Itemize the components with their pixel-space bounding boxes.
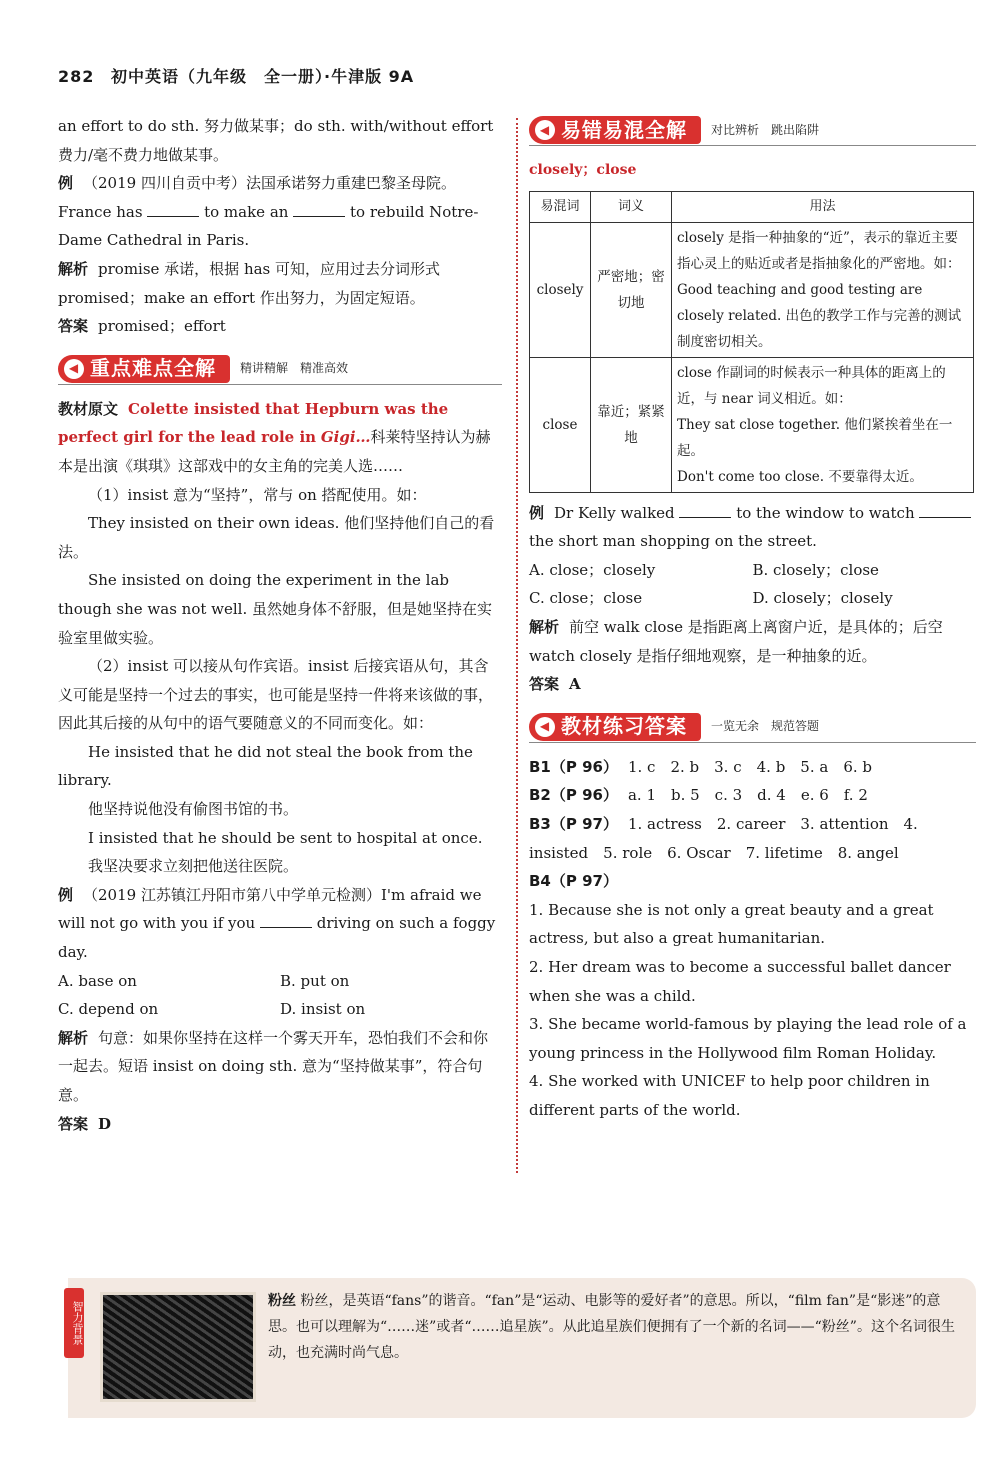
analysis-label: 解析 [58, 1028, 89, 1047]
exercise-label: B1（P 96） [529, 757, 618, 776]
example-label: 例 [58, 885, 74, 904]
options-row [58, 995, 502, 1024]
option-b[interactable]: B. closely；close [752, 560, 879, 579]
answer [58, 1110, 502, 1139]
table-cell-meaning: 严密地；密切地 [591, 222, 672, 357]
page-header [58, 64, 424, 87]
point-2: （2）insist 可以接从句作宾语。insist 后接宾语从句，其含义可能是坚持一个过去的事实，也可能是坚持一件将来该做的事，因此其后接的从句中的语气要随意义的不同而变化。如： [58, 657, 494, 733]
column-header: 易混词 [530, 191, 591, 222]
exercise-answers: a. 1 b. 5 c. 3 d. 4 e. 6 f. 2 [627, 786, 868, 805]
usage-example: Don't come too close. 不要靠得太近。 [677, 468, 923, 485]
question-text: to rebuild Notre-Dame Cathedral in Paris. [58, 202, 479, 250]
point-2-example-en: He insisted that he did not steal the book from the library. [58, 742, 473, 790]
option-c[interactable]: C. depend on [58, 1000, 159, 1019]
question-text: to make an [204, 202, 289, 221]
b4-answer: 1. Because she is not only a great beauty and a great actress, but also a great humanitarian. [529, 900, 934, 948]
table-row [530, 222, 974, 357]
option-c[interactable]: C. close；close [529, 589, 643, 608]
original-english-title: Gigi… [320, 428, 371, 447]
example-2 [58, 881, 502, 967]
b4-answer: 4. She worked with UNICEF to help poor children in different parts of the world. [529, 1072, 930, 1119]
answer-text: A [569, 675, 581, 694]
analysis [58, 255, 502, 312]
analysis [529, 613, 976, 670]
section-banner-key-points [58, 351, 502, 387]
exercise-answers: 1. actress 2. career 3. attention 4. insisted 5. role 6. Oscar 7. lifetime 8. angel [529, 814, 918, 862]
question-text: the short man shopping on the street. [529, 532, 817, 551]
column-header: 词义 [591, 191, 672, 222]
answer-label: 答案 [529, 675, 560, 694]
option-d[interactable]: D. insist on [280, 1000, 366, 1019]
options-row [529, 556, 976, 585]
background-text [268, 1288, 958, 1366]
megaphone-icon: ◀ [535, 717, 555, 737]
answer-label: 答案 [58, 317, 89, 336]
banner-title: 重点难点全解 [90, 356, 216, 381]
usage-text: close 作副词的时候表示一种具体的距离上的近，与 near 词义相近。如： [677, 364, 946, 407]
answer-blank[interactable] [260, 913, 312, 928]
banner-rule [529, 742, 976, 743]
analysis-label: 解析 [58, 259, 89, 278]
point-2-example-cn: 我坚决要求立刻把他送往医院。 [88, 857, 299, 876]
example-1 [58, 169, 502, 198]
option-d[interactable]: D. closely；closely [752, 589, 893, 608]
left-column [58, 112, 502, 1138]
answer-line [529, 810, 976, 867]
analysis-text: 前空 walk close 是指距离上离窗户近，是具体的；后空 watch closely 是指仔细地观察，是一种抽象的近。 [529, 617, 943, 665]
question-text: （2019 江苏镇江丹阳市第八中学单元检测）I'm afraid we will not go with you if you [58, 885, 482, 933]
answer [529, 670, 976, 699]
table-header-row [530, 191, 974, 222]
point-1-example: She insisted on doing the experiment in the lab though she was not well. 虽然她身体不舒服，但是她坚持在实验室里做实验。 [58, 571, 492, 647]
banner-subtitle: 一览无余 规范答题 [711, 719, 820, 734]
options-row [58, 967, 502, 996]
original-label: 教材原文 [58, 399, 119, 418]
banner-title: 教材练习答案 [561, 714, 687, 739]
book-title: 初中英语（九年级 全一册）·牛津版 9A [110, 67, 415, 86]
usage-example: Good teaching and good testing are closely related. 出色的教学工作与完善的测试制度密切相关。 [677, 281, 962, 350]
compare-title: closely；close [529, 162, 637, 178]
crowd-photo [100, 1292, 256, 1402]
question-text: Dr Kelly walked [554, 503, 675, 522]
analysis-text: promise 承诺，根据 has 可知，应用过去分词形式 promised；make an effort 作出努力，为固定短语。 [58, 259, 441, 307]
original-english: Colette insisted that Hepburn was the perfect girl for the lead role in [58, 399, 449, 447]
options-row [529, 584, 976, 613]
exercise-answers: 1. c 2. b 3. c 4. b 5. a 6. b [627, 757, 872, 776]
table-row [530, 357, 974, 492]
point-1-example: They insisted on their own ideas. 他们坚持他们自己的看法。 [58, 514, 495, 561]
exercise-label: B4（P 97） [529, 872, 618, 891]
analysis [58, 1024, 502, 1110]
b4-answer: 2. Her dream was to become a successful ballet dancer when she was a child. [529, 957, 951, 1005]
example-label: 例 [529, 503, 545, 522]
original-chinese: 科莱特坚持认为赫本是出演《琪琪》这部戏中的女主角的完美人选…… [58, 428, 491, 475]
column-divider [516, 118, 518, 1173]
example-1-question [58, 198, 502, 255]
exercise-label: B2（P 96） [529, 786, 618, 805]
banner-rule [58, 384, 502, 385]
table-cell-meaning: 靠近；紧紧地 [591, 357, 672, 492]
answer-text: promised；effort [98, 317, 226, 336]
answer-line [529, 781, 976, 810]
answer-blank[interactable] [919, 503, 971, 518]
column-header: 用法 [672, 191, 974, 222]
question-text: to the window to watch [736, 503, 915, 522]
page-number: 282 [58, 67, 95, 86]
analysis-label: 解析 [529, 617, 560, 636]
megaphone-icon: ◀ [535, 120, 555, 140]
usage-example: They sat close together. 他们紧挨着坐在一起。 [677, 416, 953, 459]
answer-blank[interactable] [293, 202, 345, 217]
intro-text: an effort to do sth. 努力做某事；do sth. with/without effort 费力/毫不费力地做某事。 [58, 117, 494, 164]
answer-text: D [98, 1114, 112, 1133]
section-banner-confusables [529, 112, 976, 148]
example-label: 例 [58, 174, 74, 193]
table-cell-word: closely [530, 222, 591, 357]
point-2-example-en: I insisted that he should be sent to hospital at once. [88, 828, 483, 847]
background-info-box [68, 1278, 976, 1418]
answer-blank[interactable] [679, 503, 731, 518]
comparison-table [529, 191, 974, 493]
answer-blank[interactable] [147, 202, 199, 217]
section-banner-answers [529, 709, 976, 745]
table-cell-usage [672, 357, 974, 492]
question-text: driving on such a foggy day. [58, 914, 496, 962]
original-text [58, 395, 502, 481]
banner-subtitle: 对比辨析 跳出陷阱 [711, 122, 820, 137]
exercise-label: B3（P 97） [529, 814, 618, 833]
question-text: France has [58, 202, 143, 221]
answer [58, 312, 502, 341]
banner-tag [529, 116, 701, 144]
answer-line [529, 753, 976, 782]
banner-title: 易错易混全解 [561, 117, 687, 142]
point-1: （1）insist 意为“坚持”，常与 on 搭配使用。如： [88, 485, 427, 504]
term: 粉丝 [268, 1293, 296, 1309]
answer-label: 答案 [58, 1114, 89, 1133]
example-3 [529, 499, 976, 556]
example-source: （2019 四川自贡中考）法国承诺努力重建巴黎圣母院。 [83, 174, 456, 193]
answer-line [529, 867, 976, 896]
analysis-text: 句意：如果你坚持在这样一个雾天开车，恐怕我们不会和你一起去。短语 insist on doing sth. 意为“坚持做某事”，符合句意。 [58, 1028, 489, 1104]
banner-rule [529, 145, 976, 146]
b4-answer: 3. She became world-famous by playing the lead role of a young princess in the Hollywood film Roman Holiday. [529, 1015, 967, 1062]
right-column [529, 112, 976, 1124]
table-cell-word: close [530, 357, 591, 492]
banner-subtitle: 精讲精解 精准高效 [240, 361, 349, 376]
banner-tag [58, 355, 230, 383]
option-a[interactable]: A. base on [58, 971, 137, 990]
table-cell-usage [672, 222, 974, 357]
term-explanation: 粉丝，是英语“fans”的谐音。“fan”是“运动、电影等的爱好者”的意思。所以，“film fan”是“影迷”的意思。也可以理解为“……迷”或者“……追星族”。从此追星族们便拥有了一个新的名词——“粉丝”。这个名词很生动，也充满时尚气息。 [268, 1293, 955, 1361]
point-2-example-cn: 他坚持说他没有偷图书馆的书。 [88, 800, 299, 819]
option-a[interactable]: A. close；closely [529, 560, 656, 579]
banner-tag [529, 713, 701, 741]
side-label: 智力背景 [64, 1288, 84, 1358]
option-b[interactable]: B. put on [280, 971, 350, 990]
usage-text: closely 是指一种抽象的“近”，表示的靠近主要指心灵上的贴近或者是指抽象化的严密地。如： [677, 229, 961, 272]
megaphone-icon: ◀ [64, 359, 84, 379]
